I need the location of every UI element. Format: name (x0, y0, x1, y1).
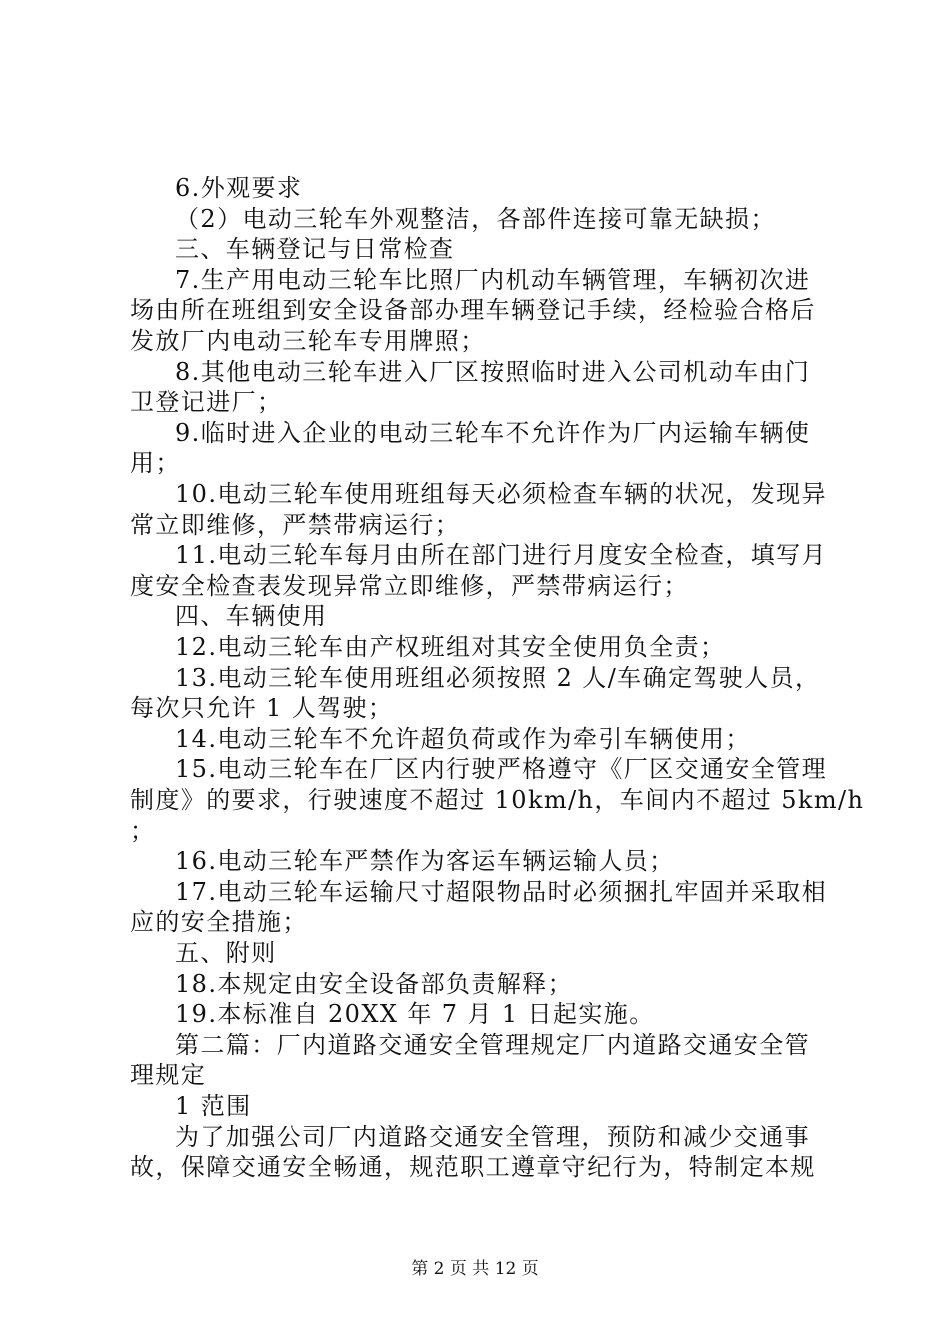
text-line: 应的安全措施； (130, 908, 308, 936)
text-line: 卫登记进厂； (130, 388, 283, 416)
section-heading: 1 范围 (175, 1092, 252, 1120)
text-line: （2）电动三轮车外观整洁，各部件连接可靠无缺损； (175, 205, 776, 233)
text-line: 7.生产用电动三轮车比照厂内机动车辆管理，车辆初次进 (175, 266, 811, 294)
text-line: 10.电动三轮车使用班组每天必须检查车辆的状况，发现异 (175, 480, 827, 508)
text-line: 15.电动三轮车在厂区内行驶严格遵守《厂区交通安全管理 (175, 755, 827, 783)
text-line: 19.本标准自 20XX 年 7 月 1 日起实施。 (175, 1000, 655, 1028)
text-line: 制度》的要求，行驶速度不超过 10km/h，车间内不超过 5km/h (130, 786, 865, 814)
text-line: 度安全检查表发现异常立即维修，严禁带病运行； (130, 572, 689, 600)
text-line: 场由所在班组到安全设备部办理车辆登记手续，经检验合格后 (130, 296, 816, 324)
chapter-heading: 理规定 (130, 1061, 207, 1089)
text-line: 6.外观要求 (175, 174, 303, 202)
text-line: 18.本规定由安全设备部负责解释； (175, 970, 573, 998)
text-line: 12.电动三轮车由产权班组对其安全使用负全责； (175, 633, 726, 661)
page-footer: 第 2 页 共 12 页 (411, 1259, 539, 1279)
text-line: 16.电动三轮车严禁作为客运车辆运输人员； (175, 847, 675, 875)
text-line: 每次只允许 1 人驾驶； (130, 694, 394, 722)
text-line: 故，保障交通安全畅通，规范职工遵章守纪行为，特制定本规 (130, 1153, 816, 1181)
text-line: 常立即维修，严禁带病运行； (130, 511, 461, 539)
section-heading: 四、车辆使用 (175, 602, 328, 630)
section-heading: 五、附则 (175, 939, 277, 967)
text-line: 13.电动三轮车使用班组必须按照 2 人/车确定驾驶人员， (175, 664, 821, 692)
text-line: 发放厂内电动三轮车专用牌照； (130, 327, 486, 355)
text-line: 9.临时进入企业的电动三轮车不允许作为厂内运输车辆使 (175, 419, 811, 447)
text-line: 14.电动三轮车不允许超负荷或作为牵引车辆使用； (175, 725, 751, 753)
text-line: 11.电动三轮车每月由所在部门进行月度安全检查，填写月 (175, 541, 827, 569)
text-line: 用； (130, 449, 181, 477)
chapter-heading: 第二篇：厂内道路交通安全管理规定厂内道路交通安全管 (175, 1031, 810, 1059)
section-heading: 三、车辆登记与日常检查 (175, 235, 455, 263)
text-line: 17.电动三轮车运输尺寸超限物品时必须捆扎牢固并采取相 (175, 878, 827, 906)
text-line: 为了加强公司厂内道路交通安全管理，预防和减少交通事 (175, 1123, 810, 1151)
text-line: ； (130, 817, 156, 845)
text-line: 8.其他电动三轮车进入厂区按照临时进入公司机动车由门 (175, 358, 811, 386)
